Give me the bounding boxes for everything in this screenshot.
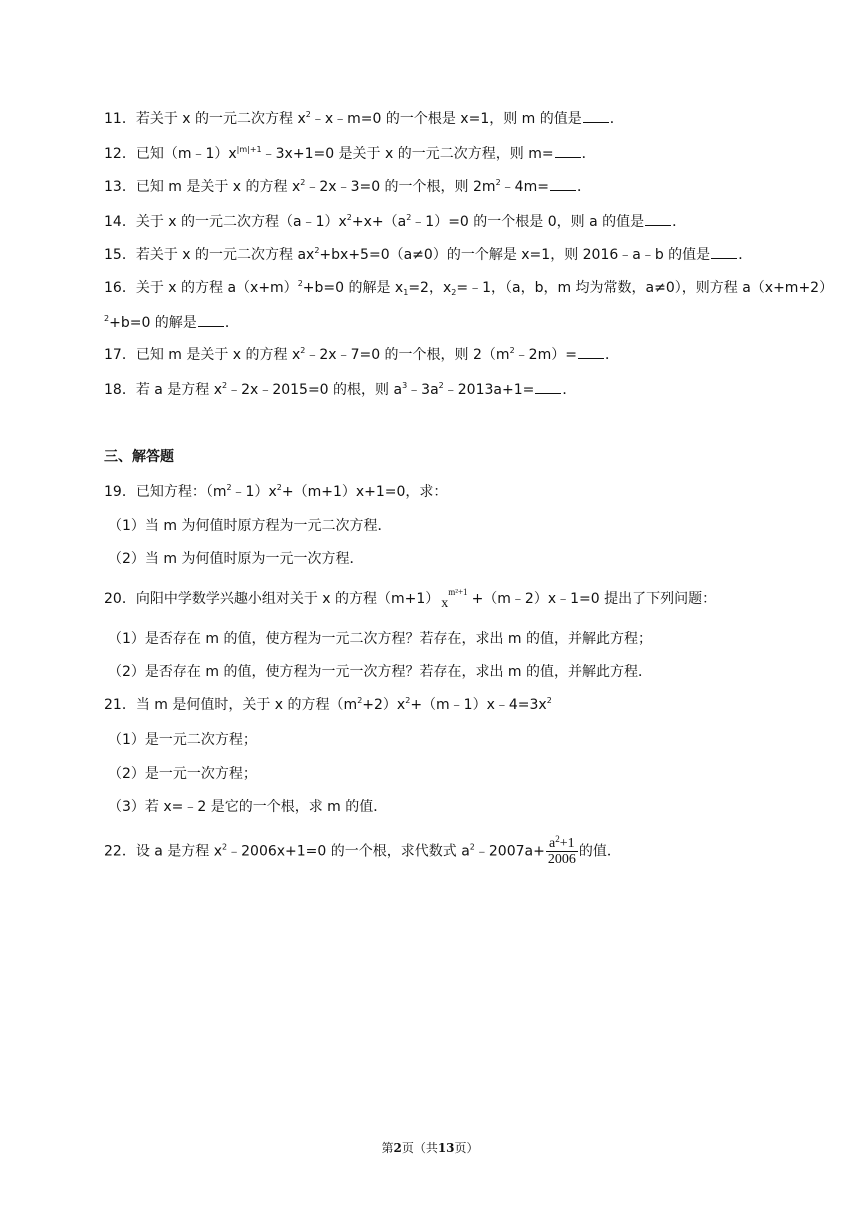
question-19-part-2: （2）当 m 为何值时原为一元一次方程．	[108, 551, 364, 567]
answer-blank[interactable]	[550, 178, 576, 191]
answer-blank[interactable]	[711, 246, 737, 259]
question-22: 22．设 a 是方程 $x^2﹣2006x+1=0$ 的一个根，求代数式 $a^2﹣2007a+$ $\frac{a^2+1}{2006}$ 的值．	[104, 834, 621, 867]
problem-14: 14．关于 x 的一元二次方程$(a﹣1)x^2+x+(a^2﹣1)=0$ 的一个根是 0，则 a 的值是 ．	[104, 213, 687, 230]
question-20: 20．向阳中学数学兴趣小组对关于 x 的方程（m+1） $x^{m^2+1}$ +（m﹣2）x﹣1=0 提出了下列问题：	[104, 589, 716, 614]
question-19: 19．已知方程：$(m^2﹣1)x^2+(m+1)x+1=0$，求：	[104, 483, 448, 500]
fraction-numerator: $a^2+1$	[549, 834, 575, 851]
fraction	[546, 836, 578, 867]
question-19-part-1: （1）当 m 为何值时原方程为一元二次方程．	[108, 518, 392, 534]
problem-16-cont: $^2$+b=0 的解是 ．	[104, 314, 239, 331]
answer-blank[interactable]	[578, 346, 604, 359]
problem-11: 11．若关于 x 的一元二次方程 $x^2﹣x﹣m=0$ 的一个根是 x=1，则 m 的值是 ．	[104, 110, 624, 127]
answer-blank[interactable]	[645, 213, 671, 226]
answer-blank[interactable]	[555, 145, 581, 158]
section-heading: 三、解答题	[104, 449, 174, 465]
question-21-part-1: （1）是一元二次方程；	[108, 732, 257, 748]
problem-18: 18．若 a 是方程 $x^2﹣2x﹣2015=0$ 的根，则 $a^3﹣3a^2﹣2013a+1=$ ．	[104, 381, 577, 398]
problem-17: 17．已知 m 是关于 x 的方程 $x^2﹣2x﹣7=0$ 的一个根，则 $2(m^2﹣2m)=$ ．	[104, 346, 619, 363]
question-21-part-2: （2）是一元一次方程；	[108, 766, 257, 782]
problem-12: 12．已知$(m﹣1)x^{|m|+1}﹣3x+1=0$ 是关于 x 的一元二次方程，则 m= ．	[104, 145, 596, 162]
exponent-expression: $x^{m^2+1}$	[441, 587, 468, 611]
problem-16: 16．关于 x 的方程 $a(x+m)^2+b=0$ 的解是 $x_1=2$，$x_2=﹣1$，（a，b，m 均为常数，a≠0），则方程 a（x+m+2）	[104, 279, 834, 297]
question-21: 21．当 m 是何值时，关于 x 的方程$(m^2+2)x^2+(m﹣1)x﹣4=3x^2$	[104, 696, 552, 713]
problem-15: 15．若关于 x 的一元二次方程 $ax^2+bx+5=0(a\ne 0)$的一个解是 x=1，则 2016﹣a﹣b 的值是 ．	[104, 246, 753, 263]
problem-13: 13．已知 m 是关于 x 的方程 $x^2﹣2x﹣3=0$ 的一个根，则 $2m^2﹣4m=$ ．	[104, 178, 591, 195]
answer-blank[interactable]	[535, 381, 561, 394]
page-footer: 第2页（共13页）	[381, 1141, 479, 1155]
question-20-part-1: （1）是否存在 m 的值，使方程为一元二次方程？若存在，求出 m 的值，并解此方程；	[108, 631, 652, 647]
question-21-part-3: （3）若 x=﹣2 是它的一个根，求 m 的值．	[108, 799, 388, 815]
question-20-part-2: （2）是否存在 m 的值，使方程为一元一次方程？若存在，求出 m 的值，并解此方程．	[108, 664, 652, 680]
answer-blank[interactable]	[198, 314, 224, 327]
answer-blank[interactable]	[583, 110, 609, 123]
fraction-denominator: 2006	[547, 852, 576, 867]
